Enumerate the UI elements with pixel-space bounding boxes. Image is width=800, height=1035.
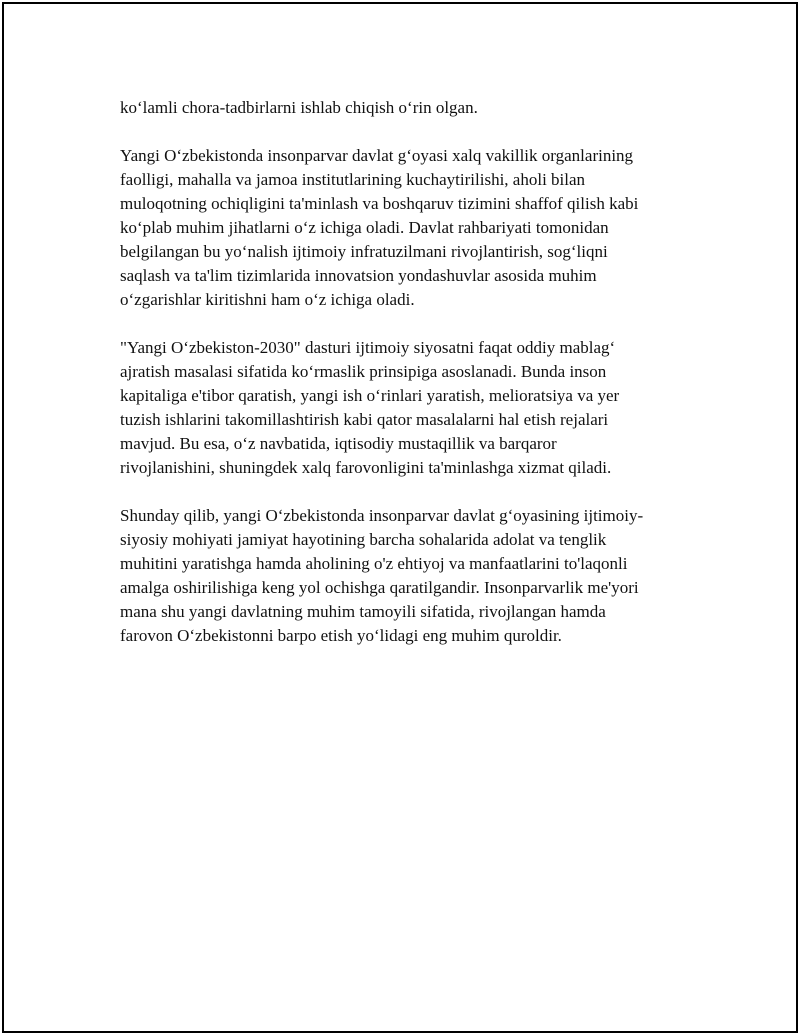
document-body — [120, 96, 700, 672]
paragraph-4: Shunday qilib, yangi O‘zbekistonda insonparvar davlat g‘oyasining ijtimoiy- siyosiy mohiyati jamiyat hayotining barcha sohalarida adolat va tenglik muhitini yaratishga hamda aholining o'z ehtiyoj va manfaatlarini to'laqonli amalga oshirilishiga keng yol ochishga qaratilgandir. Insonparvarlik me'yori mana shu yangi davlatning muhim tamoyili sifatida, rivojlangan hamda farovon O‘zbekistonni barpo etish yo‘lidagi eng muhim quroldir. — [120, 506, 644, 645]
paragraph-1: ko‘lamli chora-tadbirlarni ishlab chiqish o‘rin olgan. — [120, 98, 478, 117]
document-page — [2, 2, 798, 1033]
paragraph-3: "Yangi O‘zbekiston-2030" dasturi ijtimoiy siyosatni faqat oddiy mablag‘ ajratish masalasi sifatida ko‘rmaslik prinsipiga asoslanadi. Bunda inson kapitaliga e'tibor qaratish, yangi ish o‘rinlari yaratish, melioratsiya va yer tuzish ishlarini takomillashtirish kabi qator masalalarni hal etish rejalari mavjud. Bu esa, o‘z navbatida, iqtisodiy mustaqillik va barqaror rivojlanishini, shuningdek xalq farovonligini ta'minlashga xizmat qiladi. — [120, 338, 620, 477]
paragraph-2: Yangi O‘zbekistonda insonparvar davlat g‘oyasi xalq vakillik organlarining faolligi, mahalla va jamoa institutlarining kuchaytirilishi, aholi bilan muloqotning ochiqligini ta'minlash va boshqaruv tizimini shaffof qilish kabi ko‘plab muhim jihatlarni o‘z ichiga oladi. Davlat rahbariyati tomonidan belgilangan bu yo‘nalish ijtimoiy infratuzilmani rivojlantirish, sog‘liqni saqlash va ta'lim tizimlarida innovatsion yondashuvlar asosida muhim o‘zgarishlar kiritishni ham o‘z ichiga oladi. — [120, 146, 639, 309]
